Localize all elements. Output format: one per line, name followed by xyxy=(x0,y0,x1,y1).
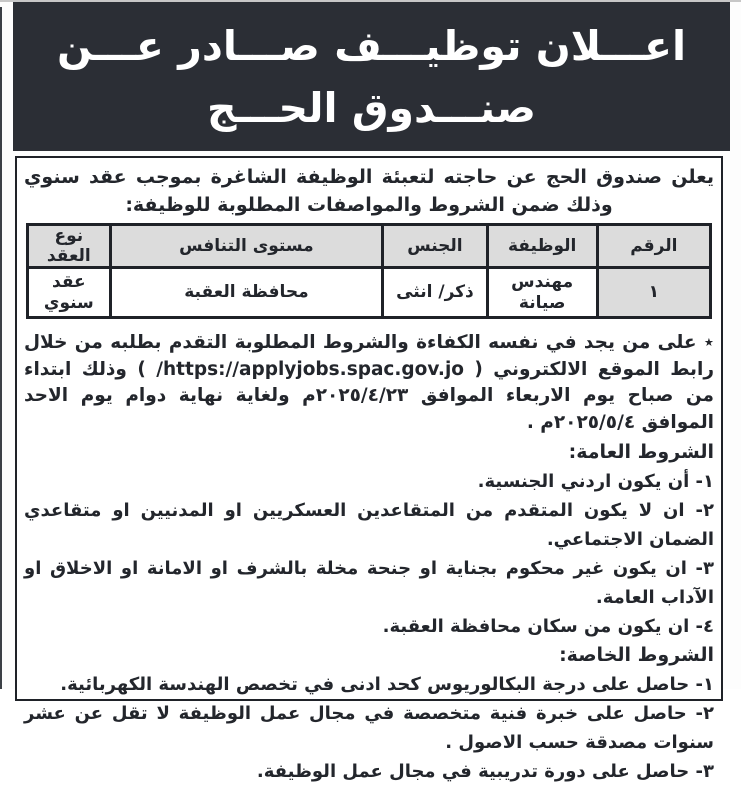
cell-number: ١ xyxy=(597,268,710,318)
general-condition-item-2: ٢- ان لا يكون المتقدم من المتقاعدين العسكريين او المدنيين او متقاعدي الضمان الاجتماعي. xyxy=(24,500,714,550)
cell-competition-level: محافظة العقبة xyxy=(110,268,383,318)
table-header-row xyxy=(28,225,711,268)
col-header-job-title: الوظيفة xyxy=(487,225,597,268)
col-header-competition-level: مستوى التنافس xyxy=(110,225,383,268)
header-title-line1: اعـــلان توظيـــف صـــادر عـــن xyxy=(57,21,687,70)
special-condition-item-3: ٣- حاصل على دورة تدريبية في مجال عمل الوظيفة. xyxy=(256,761,714,782)
special-conditions-heading: الشروط الخاصة: xyxy=(559,644,714,666)
table-row xyxy=(28,268,711,318)
general-condition-item-1: ١- أن يكون اردني الجنسية. xyxy=(477,471,714,492)
intro-paragraph: يعلن صندوق الحج عن حاجته لتعبئة الوظيفة الشاغرة بموجب عقد سنوي وذلك ضمن الشروط والمواصفات المطلوبة للوظيفة: xyxy=(24,166,714,216)
column-rule-line xyxy=(0,7,2,689)
col-header-number: الرقم xyxy=(597,225,710,268)
col-header-contract-type: نوع العقد xyxy=(28,225,111,268)
general-condition-item-3: ٣- ان يكون غير محكوم بجناية او جنحة مخلة بالشرف او الامانة او الاخلاق او الآداب العامة. xyxy=(24,558,714,608)
special-condition-item-1: ١- حاصل على درجة البكالوريوس كحد ادنى في تخصص الهندسة الكهربائية. xyxy=(60,674,714,695)
cell-gender: ذكر/ انثى xyxy=(383,268,487,318)
vacancy-table xyxy=(26,223,712,319)
header-title-line2: صنـــدوق الحـــج xyxy=(206,83,537,132)
cell-contract-type: عقد سنوي xyxy=(28,268,111,318)
general-condition-item-4: ٤- ان يكون من سكان محافظة العقبة. xyxy=(382,616,714,637)
special-condition-item-2: ٢- حاصل على خبرة فنية متخصصة في مجال عمل الوظيفة لا تقل عن عشر سنوات مصدقة حسب الاصول . xyxy=(24,703,714,753)
application-instructions: ٭ على من يجد في نفسه الكفاءة والشروط المطلوبة التقدم بطلبه من خلال رابط الموقع الالكتروني ( https://applyjobs.spac.gov.jo/ ) وذلك ابتداء من صباح يوم الاربعاء الموافق ٢٠٢٥/٤/٢٣م ولغاية نهاية دوام يوم الاحد الموافق ٢٠٢٥/٥/٤م . xyxy=(24,332,714,433)
general-conditions-heading: الشروط العامة: xyxy=(568,441,714,463)
announcement-body xyxy=(15,156,723,782)
cell-job-title: مهندس صيانة xyxy=(487,268,597,318)
announcement-header xyxy=(13,2,730,151)
col-header-gender: الجنس xyxy=(383,225,487,268)
